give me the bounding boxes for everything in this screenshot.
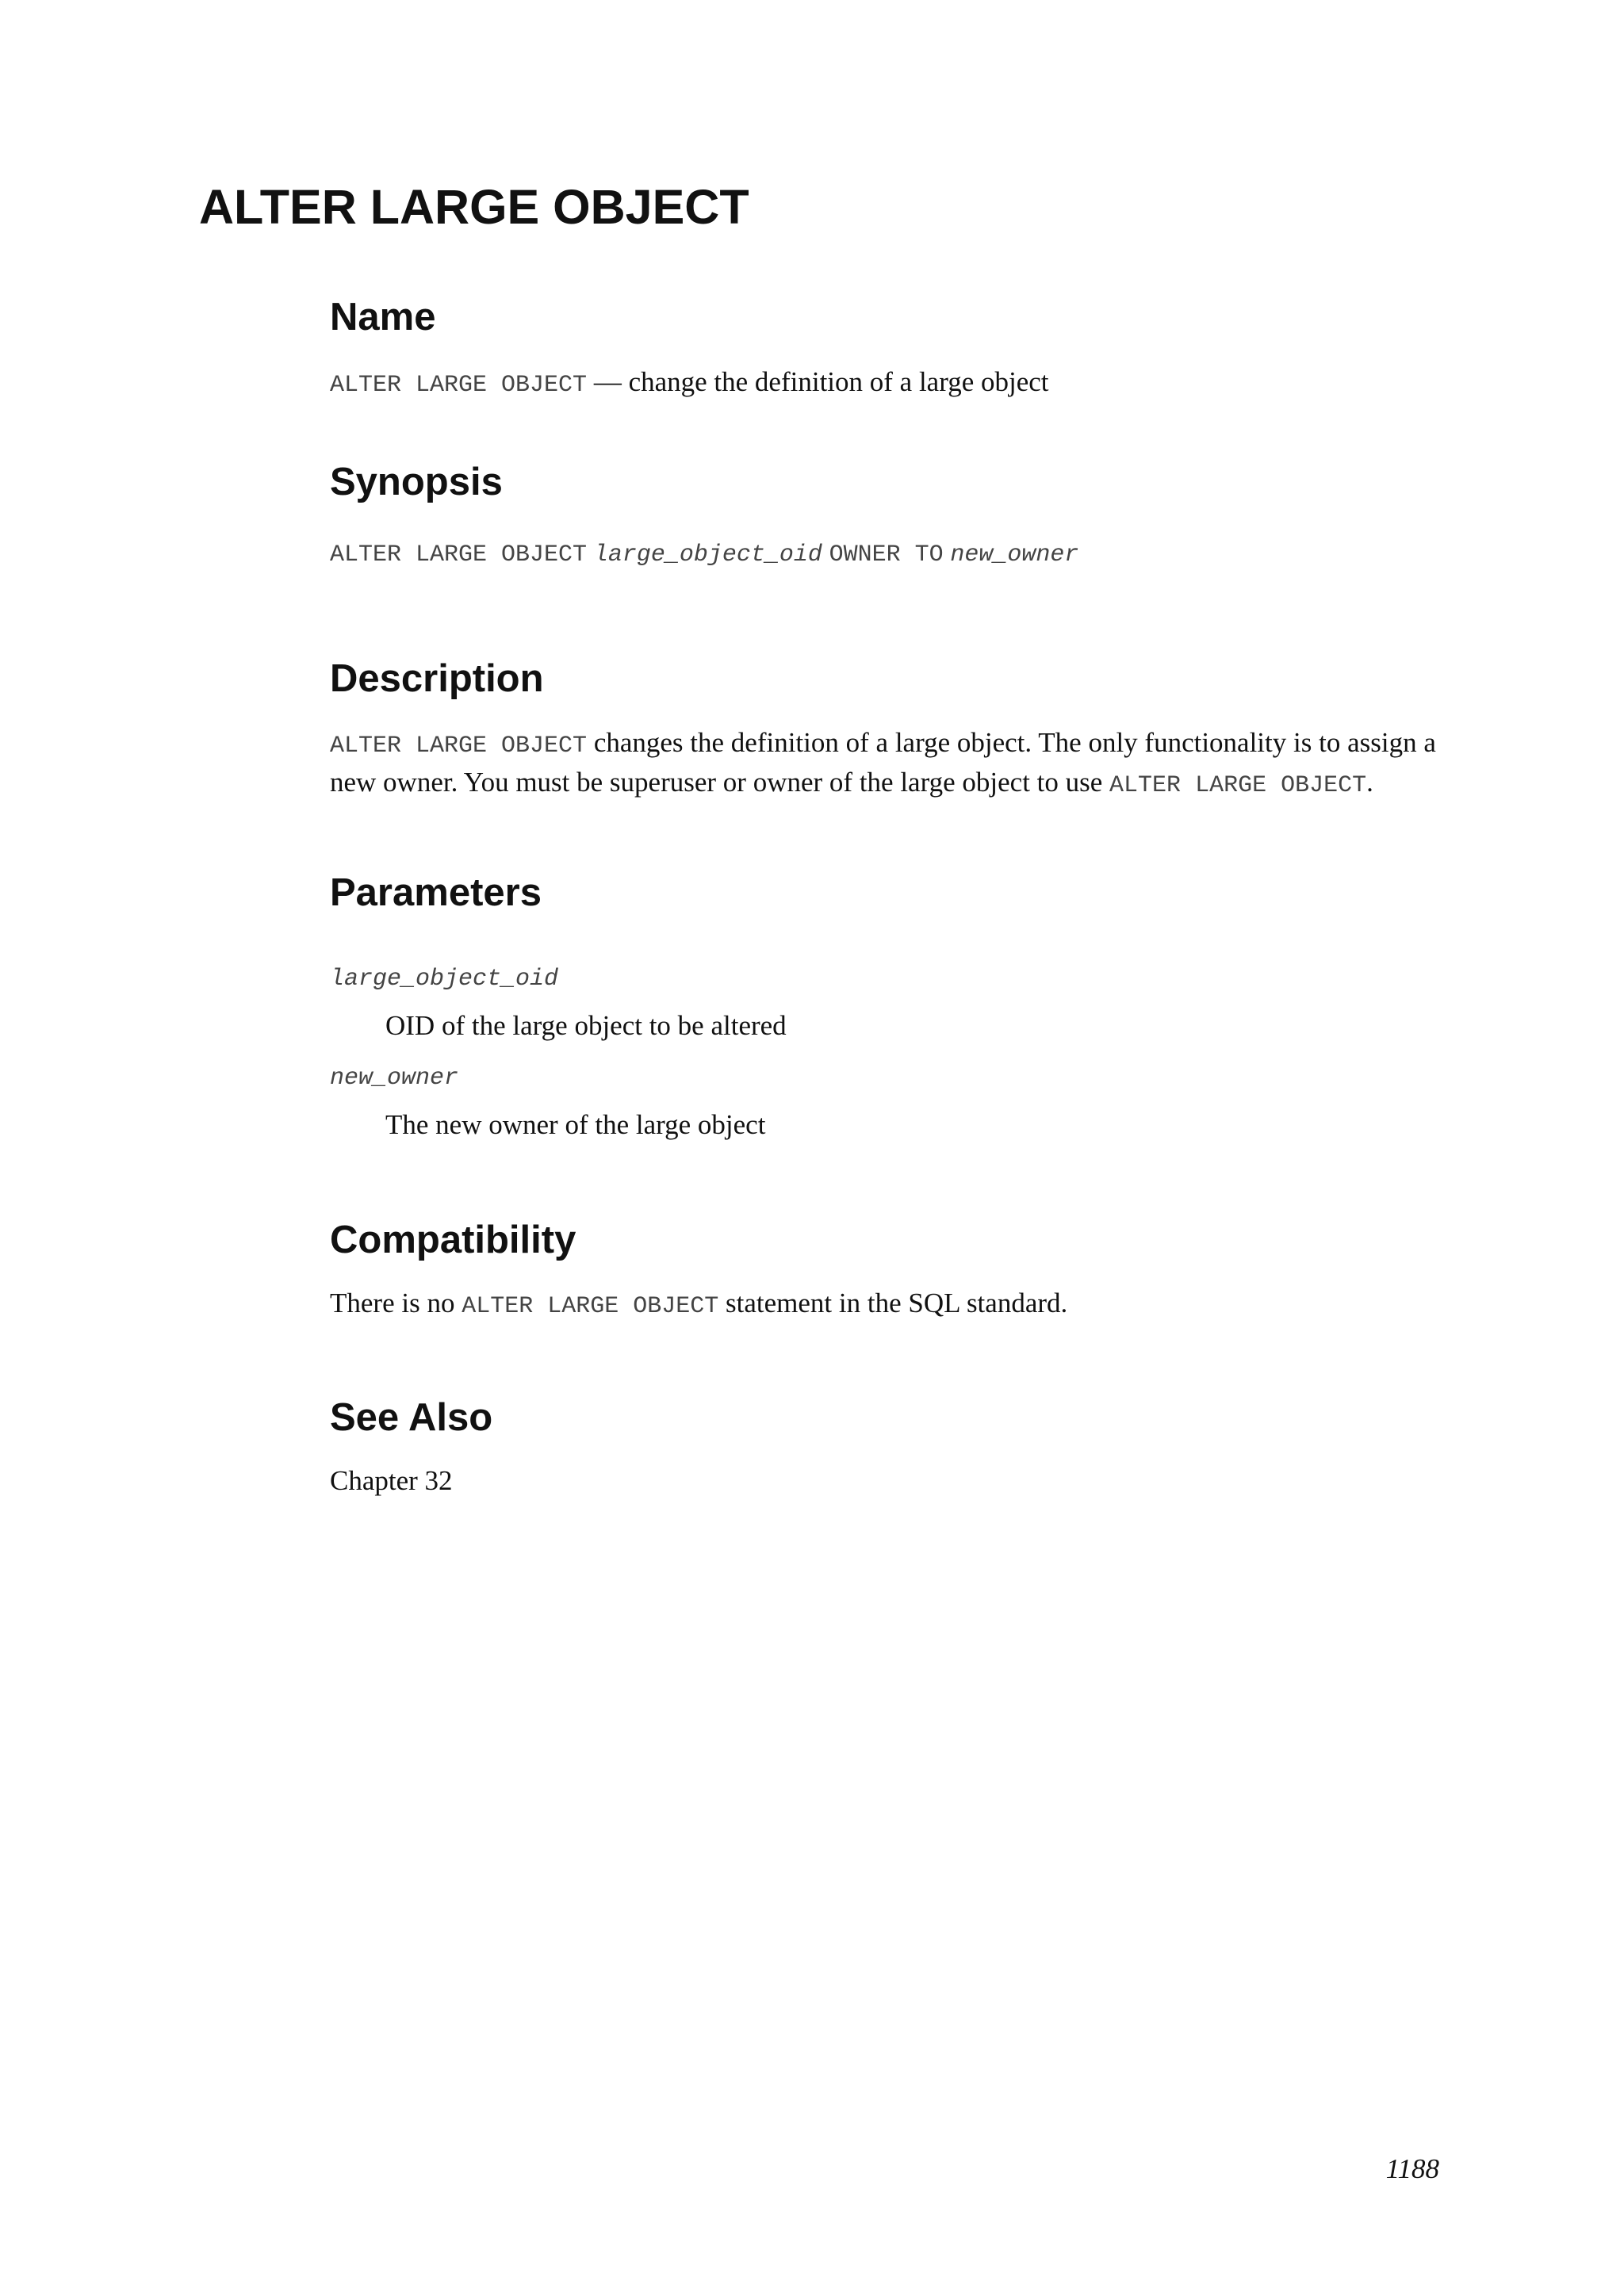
param-term-oid: large_object_oid: [330, 966, 559, 993]
description-text-1: changes the definition of a large object. The only functionality is to assign a new owner. You must be superuser or owner of the large object to use: [330, 727, 1436, 798]
synopsis-line: [330, 534, 1078, 572]
see-also-heading: See Also: [330, 1396, 493, 1439]
synopsis-heading: Synopsis: [330, 461, 503, 503]
compatibility-cmd: ALTER LARGE OBJECT: [462, 1293, 719, 1320]
compatibility-line: [330, 1286, 1067, 1324]
description-cmd-2: ALTER LARGE OBJECT: [1109, 772, 1367, 799]
param-def-owner: The new owner of the large object: [385, 1109, 766, 1140]
description-cmd-1: ALTER LARGE OBJECT: [330, 733, 588, 760]
page-number: 1188: [1385, 2153, 1439, 2184]
description-heading: Description: [330, 657, 544, 700]
name-summary: — change the definition of a large object: [593, 366, 1049, 397]
description-text-2: .: [1366, 767, 1373, 798]
name-heading: Name: [330, 296, 436, 339]
compatibility-text-2: statement in the SQL standard.: [726, 1288, 1068, 1318]
param-def-oid: OID of the large object to be altered: [385, 1010, 787, 1041]
synopsis-arg-oid: large_object_oid: [593, 541, 822, 568]
synopsis-arg-owner: new_owner: [950, 541, 1079, 568]
synopsis-cmd-mid: OWNER TO: [829, 541, 944, 568]
description-paragraph: [330, 725, 1440, 804]
compatibility-heading: Compatibility: [330, 1219, 576, 1261]
name-command: ALTER LARGE OBJECT: [330, 372, 588, 399]
see-also-link[interactable]: Chapter 32: [330, 1465, 453, 1496]
param-term-owner: new_owner: [330, 1065, 459, 1092]
name-line: [330, 365, 1049, 403]
page-title: ALTER LARGE OBJECT: [199, 180, 749, 234]
compatibility-text-1: There is no: [330, 1288, 455, 1318]
synopsis-cmd-start: ALTER LARGE OBJECT: [330, 541, 588, 568]
parameters-heading: Parameters: [330, 871, 542, 914]
